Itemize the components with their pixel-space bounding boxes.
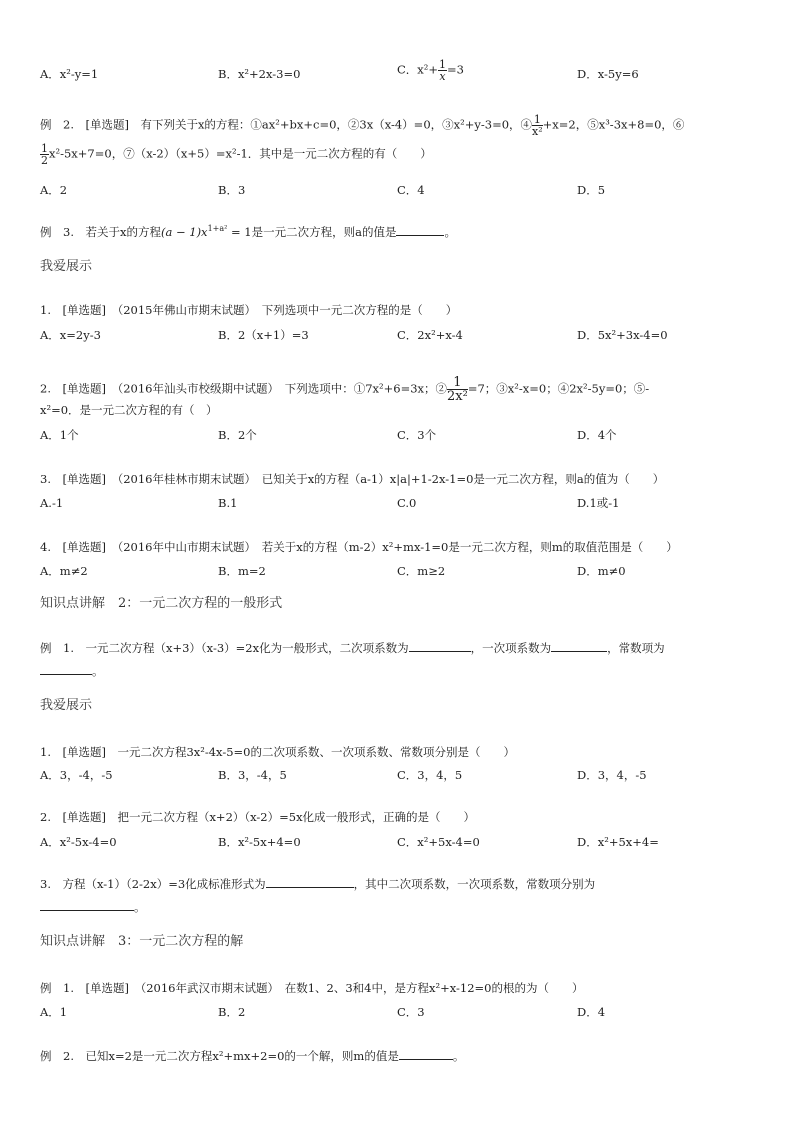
option-a[interactable]: A．1	[40, 1005, 68, 1019]
fraction: $\frac{1}{\text{x²}}$	[532, 113, 543, 138]
option-b[interactable]: B．2（x+1）=3	[218, 328, 309, 342]
option-c[interactable]: C．x²+5x-4=0	[397, 835, 480, 849]
question-1-options	[40, 768, 760, 782]
option-b[interactable]: B．3，-4，5	[218, 768, 287, 782]
option-d[interactable]: D．x-5y=6	[577, 67, 639, 81]
practice-1-stem: 1. [单选题] （2015年佛山市期末试题） 下列选项中一元二次方程的是（ ）	[40, 303, 458, 317]
fraction: $\frac{1}{\text{2x²}}$	[447, 375, 468, 404]
option-c[interactable]: C．3个	[397, 428, 437, 442]
example-2-line1: 例 2. [单选题] 有下列关于x的方程：①ax²+bx+c=0，②3x（x-4）=0，③x²+y-3=0，④ $\frac{1}{\text{x²}}$ +x=2，⑤x³-3x+8=0，⑥	[40, 113, 685, 138]
option-d[interactable]: D．4	[577, 1005, 606, 1019]
practice-2-line1: 2. [单选题] （2016年汕头市校级期中试题） 下列选项中：①7x²+6=3x；② $\frac{1}{\text{2x²}}$ =7；③x²-x=0；④2x²-5y=0；⑤-	[40, 375, 650, 404]
example-3: 例 3. 若关于x的方程$(a - 1)x^{1+a^2} = 1$是一元二次方程，则a的值是 。	[40, 224, 456, 239]
k3-example-1-options	[40, 1005, 760, 1019]
option-d[interactable]: D．3，4，-5	[577, 768, 647, 782]
answer-blank[interactable]	[266, 877, 354, 888]
question-2-stem: 2. [单选题] 把一元二次方程（x+2）（x-2）=5x化成一般形式，正确的是（ ）	[40, 810, 476, 824]
option-c[interactable]: C．2x²+x-4	[397, 328, 463, 342]
question-3-line2: 。	[40, 900, 146, 914]
option-d[interactable]: D.1或-1	[577, 496, 620, 510]
practice-2-line2: x²=0．是一元二次方程的有（ ）	[40, 403, 218, 417]
question-1-stem: 1. [单选题] 一元二次方程3x²-4x-5=0的二次项系数、一次项系数、常数项分别是（ ）	[40, 745, 515, 759]
option-c[interactable]: C．x²+ $\frac{1}{x}$ =3	[397, 58, 464, 83]
option-d[interactable]: D．x²+5x+4=	[577, 835, 659, 849]
option-a[interactable]: A．1个	[40, 428, 79, 442]
option-b[interactable]: B．m=2	[218, 564, 266, 578]
option-c[interactable]: C．3，4，5	[397, 768, 463, 782]
option-c[interactable]: C．m≥2	[397, 564, 446, 578]
k2-example-1-line1: 例 1. 一元二次方程（x+3）（x-3）=2x化为一般形式，二次项系数为 ，一次项系数为 ，常数项为	[40, 641, 665, 655]
option-b[interactable]: B．2个	[218, 428, 257, 442]
fraction: $\frac{1}{x}$	[439, 58, 447, 83]
option-d[interactable]: D．5	[577, 183, 606, 197]
practice-4-options	[40, 564, 760, 578]
practice-3-stem: 3. [单选题] （2016年桂林市期末试题） 已知关于x的方程（a-1）x|a|+1-2x-1=0是一元二次方程，则a的值为（ ）	[40, 472, 665, 486]
k2-example-1-line2: 。	[40, 664, 104, 678]
option-d[interactable]: D．m≠0	[577, 564, 626, 578]
answer-blank[interactable]	[551, 641, 607, 652]
option-a[interactable]: A．x²-5x-4=0	[40, 835, 117, 849]
option-a[interactable]: A．x²-y=1	[40, 67, 99, 81]
answer-blank[interactable]	[40, 900, 134, 911]
option-b[interactable]: B．3	[218, 183, 246, 197]
example-2-options	[40, 183, 760, 197]
option-d[interactable]: D．5x²+3x-4=0	[577, 328, 668, 342]
fraction: $\frac{1}{2}$	[41, 142, 48, 167]
question-3-line1: 3. 方程（x-1）（2-2x）=3化成标准形式为 ，其中二次项系数，一次项系数，常数项分别为	[40, 877, 596, 891]
option-a[interactable]: A．m≠2	[40, 564, 88, 578]
equation: (a − 1)x	[160, 225, 208, 239]
option-a[interactable]: A．x=2y-3	[40, 328, 101, 342]
question-2-options	[40, 835, 760, 849]
answer-blank[interactable]	[399, 1049, 453, 1060]
option-d[interactable]: D．4个	[577, 428, 617, 442]
section-heading: 我爱展示	[40, 259, 93, 274]
option-c[interactable]: C.0	[397, 496, 417, 510]
answer-blank[interactable]	[409, 641, 471, 652]
option-c[interactable]: C．3	[397, 1005, 425, 1019]
section-heading: 知识点讲解 2：一元二次方程的一般形式	[40, 596, 283, 611]
option-b[interactable]: B．x²-5x+4=0	[218, 835, 301, 849]
option-b[interactable]: B.1	[218, 496, 238, 510]
section-heading: 我爱展示	[40, 698, 93, 713]
option-a[interactable]: A．3，-4，-5	[40, 768, 113, 782]
practice-2-options	[40, 428, 760, 442]
example-2-line2: $\frac{1}{2}$ x²-5x+7=0，⑦（x-2）（x+5）=x²-1．其中是一元二次方程的有（ ）	[41, 142, 432, 167]
section-heading: 知识点讲解 3：一元二次方程的解	[40, 934, 244, 949]
option-a[interactable]: A.-1	[40, 496, 64, 510]
answer-blank[interactable]	[40, 664, 92, 675]
option-b[interactable]: B．2	[218, 1005, 246, 1019]
k3-example-2: 例 2. 已知x=2是一元二次方程x²+mx+2=0的一个解，则m的值是 。	[40, 1049, 465, 1063]
practice-4-stem: 4. [单选题] （2016年中山市期末试题） 若关于x的方程（m-2）x²+mx-1=0是一元二次方程，则m的取值范围是（ ）	[40, 540, 678, 554]
q0-options	[40, 58, 760, 83]
practice-1-options	[40, 328, 760, 342]
answer-blank[interactable]	[396, 225, 444, 236]
option-b[interactable]: B．x²+2x-3=0	[218, 67, 301, 81]
option-a[interactable]: A．2	[40, 183, 68, 197]
practice-3-options	[40, 496, 760, 510]
option-c[interactable]: C．4	[397, 183, 425, 197]
k3-example-1-stem: 例 1. [单选题] （2016年武汉市期末试题） 在数1、2、3和4中，是方程x²+x-12=0的根的为（ ）	[40, 981, 584, 995]
